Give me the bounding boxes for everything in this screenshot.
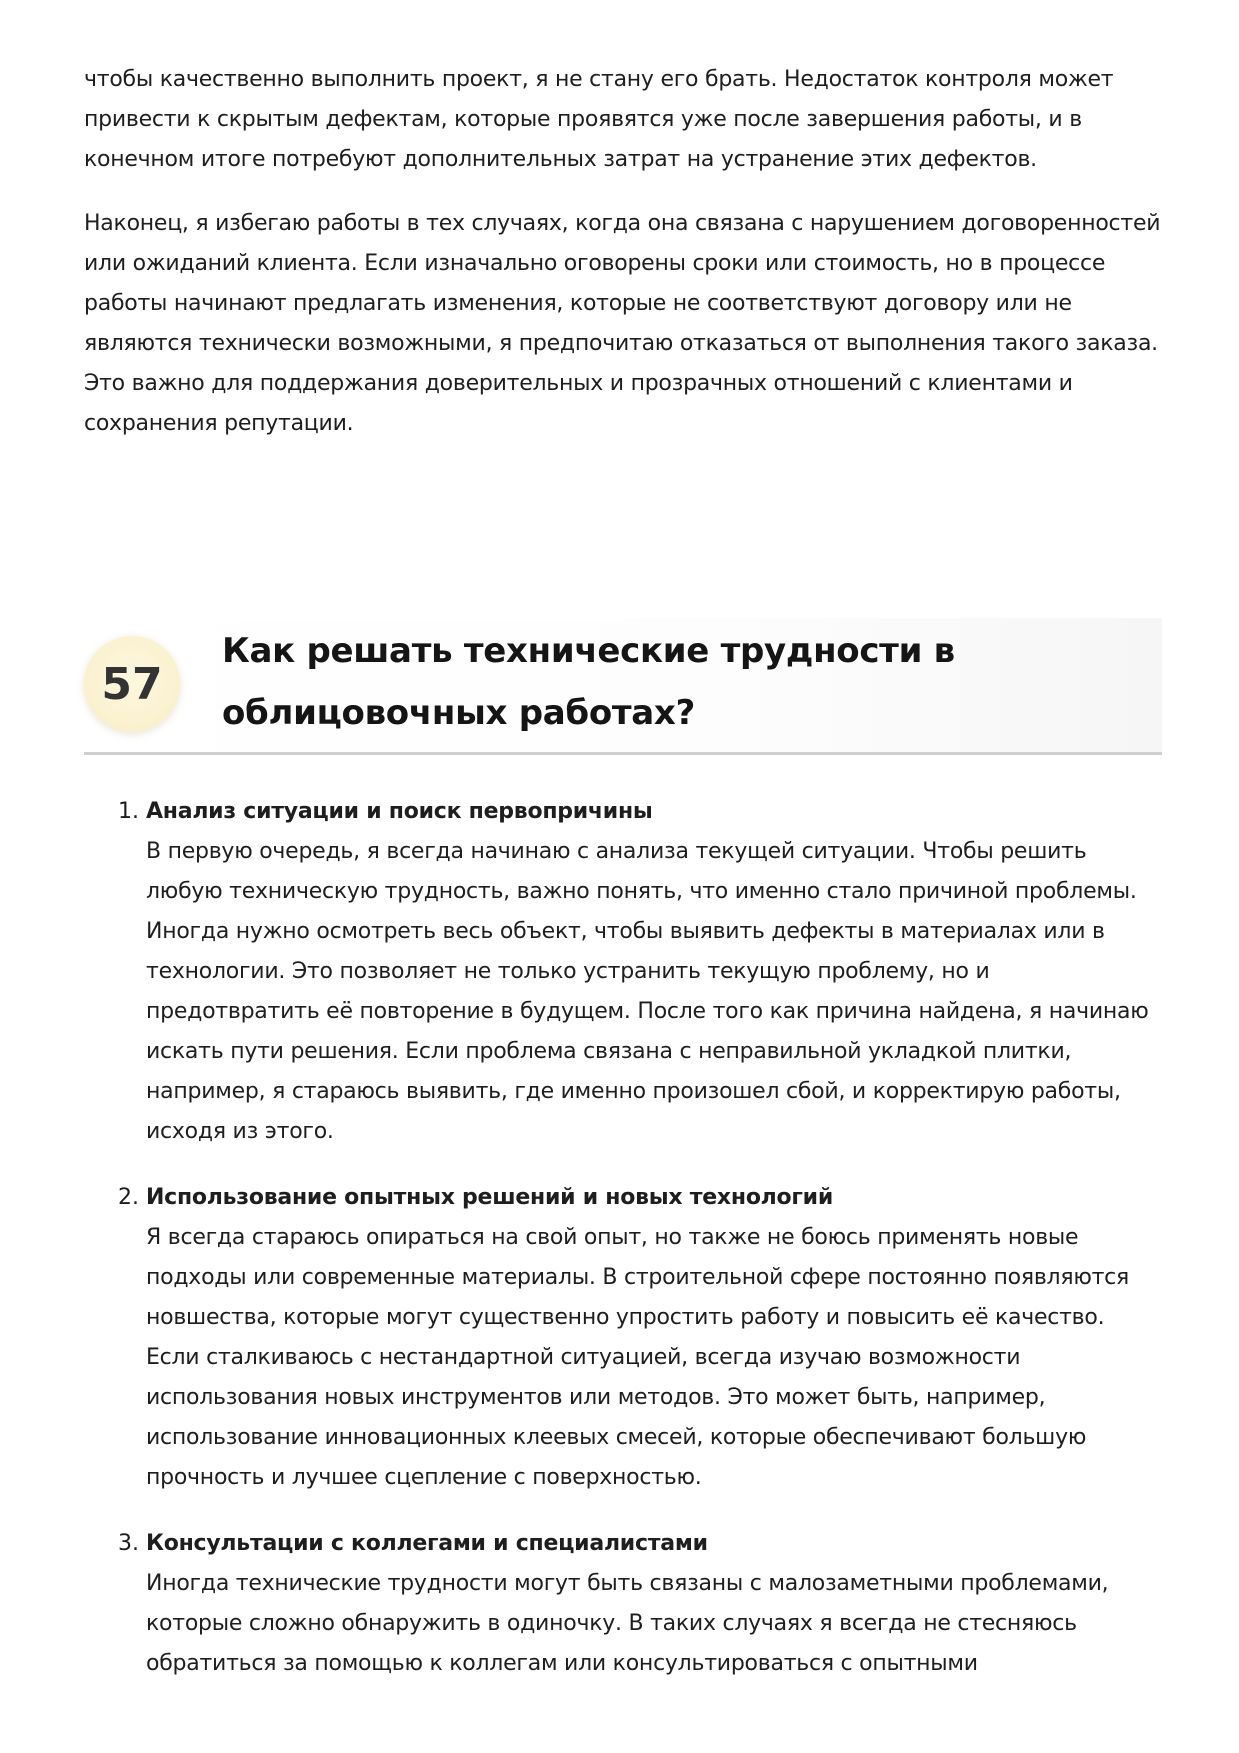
list-item-body: Я всегда стараюсь опираться на свой опыт, но также не боюсь применять новые подходы или современные материалы. В строительной сфере постоянно появляются новшества, которые могут существенно упростить работу и повысить её качество. Если сталкиваюсь с нестандартной ситуацией, всегда изучаю возможности использования новых инструментов или методов. Это может быть, например, использование инновационных клеевых смесей, которые обеспечивают большую прочность и лучшее сцепление с поверхностью. [146, 1225, 1130, 1490]
section-title: Как решать технические трудности в облицовочных работах? [222, 631, 955, 733]
list-item-number: 1. [118, 799, 139, 824]
list-item-title: Анализ ситуации и поиск первопричины [146, 799, 653, 824]
list-item-body: Иногда технические трудности могут быть связаны с малозаметными проблемами, которые сложно обнаружить в одиночку. В таких случаях я всегда не стесняюсь обратиться за помощью к коллегам или консультироваться с опытными [146, 1571, 1109, 1676]
section-header [84, 618, 1162, 755]
list-item [84, 1178, 1162, 1498]
intro-paragraph-2: Наконец, я избегаю работы в тех случаях, когда она связана с нарушением договоренностей или ожиданий клиента. Если изначально оговорены сроки или стоимость, но в процессе работы начинают предлагать изменения, которые не соответствуют договору или не являются технически возможными, я предпочитаю отказаться от выполнения такого заказа. Это важно для поддержания доверительных и прозрачных отношений с клиентами и сохранения репутации. [84, 211, 1161, 436]
list-item-body: В первую очередь, я всегда начинаю с анализа текущей ситуации. Чтобы решить любую техническую трудность, важно понять, что именно стало причиной проблемы. Иногда нужно осмотреть весь объект, чтобы выявить дефекты в материалах или в технологии. Это позволяет не только устранить текущую проблему, но и предотвратить её повторение в будущем. После того как причина найдена, я начинаю искать пути решения. Если проблема связана с неправильной укладкой плитки, например, я стараюсь выявить, где именно произошел сбой, и корректирую работы, исходя из этого. [146, 839, 1149, 1144]
intro-text [84, 60, 1162, 468]
numbered-list [84, 792, 1162, 1710]
list-item-title: Использование опытных решений и новых технологий [146, 1185, 833, 1210]
list-item [84, 792, 1162, 1152]
intro-paragraph-1: чтобы качественно выполнить проект, я не стану его брать. Недостаток контроля может привести к скрытым дефектам, которые проявятся уже после завершения работы, и в конечном итоге потребуют дополнительных затрат на устранение этих дефектов. [84, 67, 1114, 172]
list-item-number: 2. [118, 1185, 139, 1210]
list-item-number: 3. [118, 1531, 139, 1556]
section-number-badge: 57 [84, 636, 180, 732]
list-item-title: Консультации с коллегами и специалистами [146, 1531, 708, 1556]
list-item [84, 1524, 1162, 1684]
